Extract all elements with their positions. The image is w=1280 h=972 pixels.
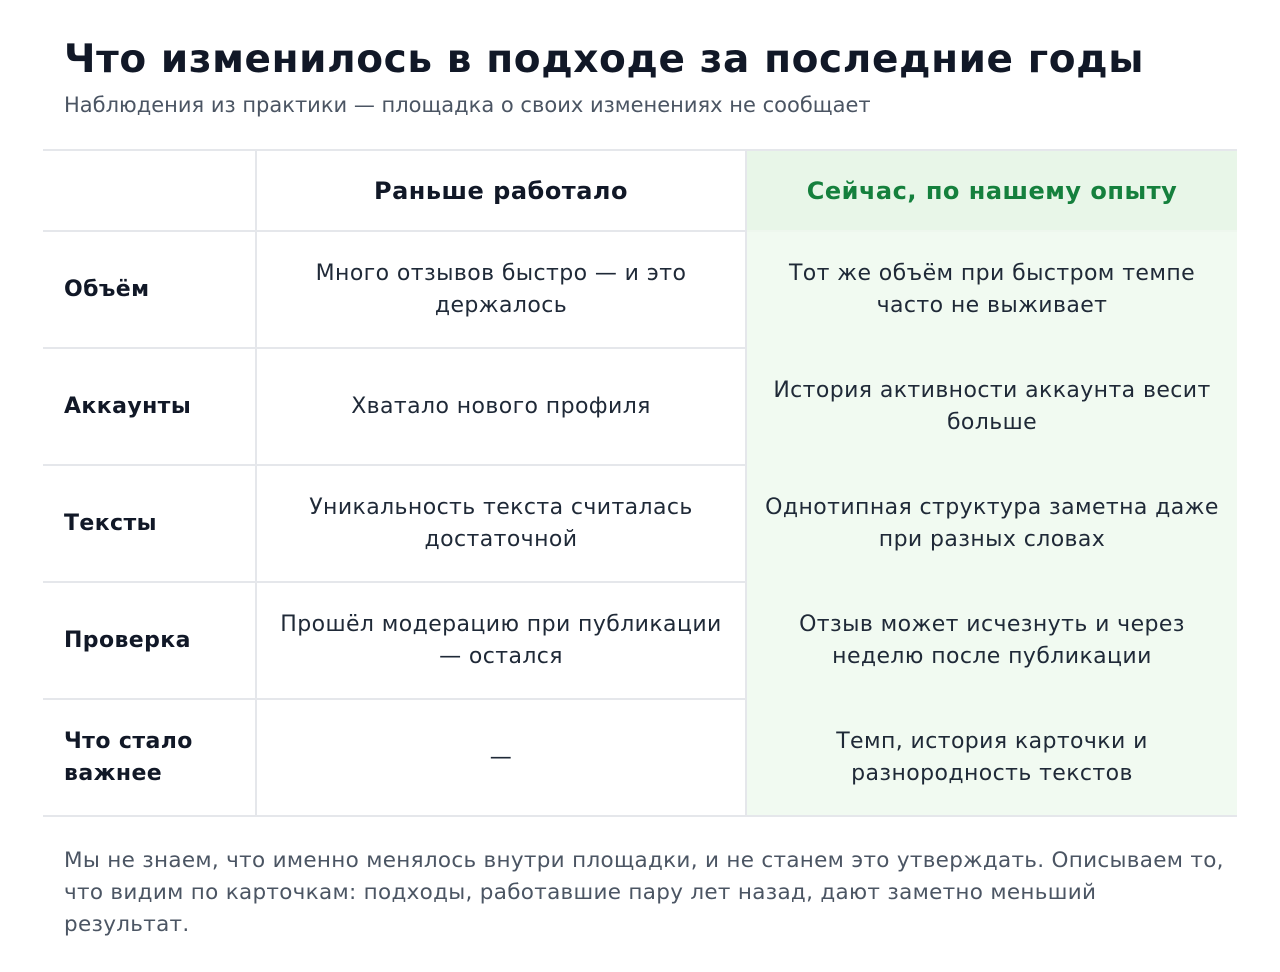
header-before: Раньше работало [256,150,746,231]
cell-now: Темп, история карточки и разнородность текстов [746,699,1237,816]
cell-before: Прошёл модерацию при публикации — остался [256,582,746,699]
page-subtitle: Наблюдения из практики — площадка о своих изменениях не сообщает [64,93,871,117]
header-now: Сейчас, по нашему опыту [746,150,1237,231]
header-label-cell [43,150,256,231]
cell-before: — [256,699,746,816]
cell-now: История активности аккаунта весит больше [746,348,1237,465]
table-row [43,582,1237,699]
page-title: Что изменилось в подходе за последние годы [64,37,1145,82]
row-label: Аккаунты [43,348,256,465]
cell-now: Тот же объём при быстром темпе часто не выживает [746,231,1237,348]
cell-before: Хватало нового профиля [256,348,746,465]
table-row [43,231,1237,348]
table-row [43,699,1237,816]
row-label: Объём [43,231,256,348]
cell-now: Однотипная структура заметна даже при разных словах [746,465,1237,582]
footnote: Мы не знаем, что именно менялось внутри площадки, и не станем это утверждать. Описываем то, что видим по карточкам: подходы, работавшие пару лет назад, дают заметно меньший результат. [64,848,1224,937]
table-row [43,348,1237,465]
table-header-row [43,150,1237,231]
cell-before: Много отзывов быстро — и это держалось [256,231,746,348]
comparison-table [43,149,1237,817]
row-label: Что стало важнее [43,699,256,816]
row-label: Проверка [43,582,256,699]
row-label: Тексты [43,465,256,582]
cell-before: Уникальность текста считалась достаточной [256,465,746,582]
cell-now: Отзыв может исчезнуть и через неделю после публикации [746,582,1237,699]
table-row [43,465,1237,582]
